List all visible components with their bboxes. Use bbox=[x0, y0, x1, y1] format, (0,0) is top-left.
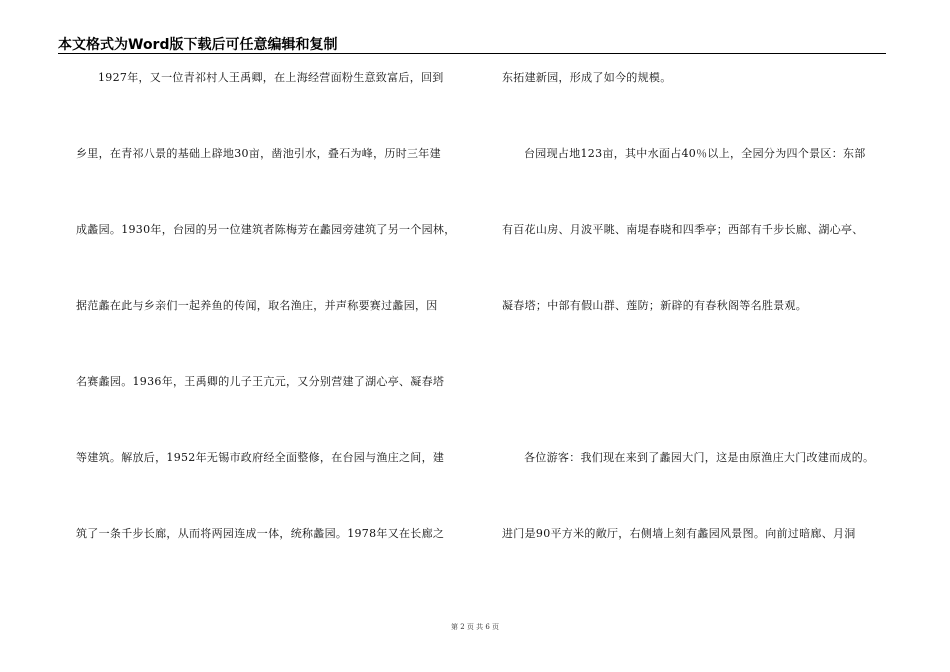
right-line-3: 有百花山房、月波平眺、南堤春晓和四季亭；西部有千步长廊、湖心亭、 bbox=[502, 223, 864, 236]
left-line-1: 1927年，又一位青祁村人王禹卿，在上海经营面粉生意致富后，回到 bbox=[98, 71, 444, 84]
left-line-2: 乡里，在青祁八景的基础上辟地30亩，凿池引水，叠石为峰，历时三年建 bbox=[76, 147, 441, 160]
header-divider bbox=[58, 53, 886, 54]
left-line-4: 据范蠡在此与乡亲们一起养鱼的传闻，取名渔庄，并声称要赛过蠡园，因 bbox=[76, 299, 438, 312]
right-line-1: 东拓建新园，形成了如今的规模。 bbox=[502, 71, 672, 84]
page-number-footer: 第 2 页 共 6 页 bbox=[450, 623, 500, 631]
right-line-5: 各位游客：我们现在来到了蠡园大门，这是由原渔庄大门改建而成的。 bbox=[524, 451, 875, 464]
document-header-title: 本文格式为Word版下载后可任意编辑和复制 bbox=[58, 37, 338, 53]
right-line-4: 凝春塔；中部有假山群、莲防；新辟的有春秋阁等名胜景观。 bbox=[502, 299, 808, 312]
left-line-7: 筑了一条千步长廊，从而将两园连成一体，统称蠡园。1978年又在长廊之 bbox=[76, 527, 445, 540]
left-line-5: 名赛蠡园。1936年，王禹卿的儿子王亢元，又分别营建了湖心亭、凝春塔 bbox=[76, 375, 445, 388]
left-line-3: 成蠡园。1930年，台园的另一位建筑者陈梅芳在蠡园旁建筑了另一个园林， bbox=[76, 223, 456, 236]
right-line-6: 进门是90平方米的敞厅，右侧墙上刻有蠡园风景图。向前过暗廊、月洞 bbox=[502, 527, 856, 540]
right-line-2: 台园现占地123亩，其中水面占40％以上，全园分为四个景区：东部 bbox=[524, 147, 866, 160]
left-line-6: 等建筑。解放后，1952年无锡市政府经全面整修，在台园与渔庄之间，建 bbox=[76, 451, 445, 464]
